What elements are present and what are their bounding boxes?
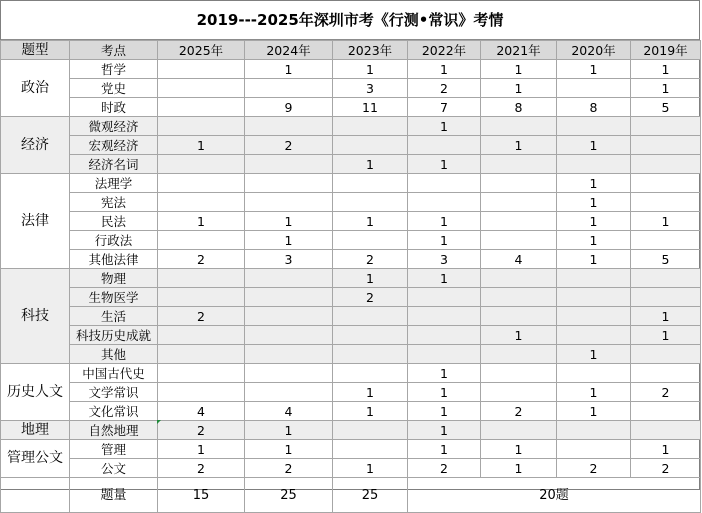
value-cell: 1: [408, 212, 481, 231]
topic-cell: 生活: [70, 307, 158, 326]
value-cell: 1: [333, 269, 408, 288]
value-cell: 1: [557, 212, 631, 231]
value-cell: 8: [557, 98, 631, 117]
value-cell: 1: [481, 440, 557, 459]
value-cell: 8: [481, 98, 557, 117]
value-cell: 2: [245, 459, 333, 478]
topic-cell: 党史: [70, 79, 158, 98]
topic-cell: 物理: [70, 269, 158, 288]
value-cell: [333, 421, 408, 440]
value-cell: 1: [481, 326, 557, 345]
value-cell: 2: [333, 250, 408, 269]
totals-label: 题量: [70, 478, 158, 513]
value-cell: [408, 307, 481, 326]
header-topic: 考点: [70, 41, 158, 60]
value-cell: [245, 174, 333, 193]
topic-cell: 生物医学: [70, 288, 158, 307]
value-cell: [557, 364, 631, 383]
value-cell: [631, 402, 701, 421]
value-cell: [333, 364, 408, 383]
value-cell: 1: [481, 60, 557, 79]
value-cell: 1: [557, 231, 631, 250]
value-cell: 1: [557, 383, 631, 402]
value-cell: 1: [408, 231, 481, 250]
value-cell: [245, 79, 333, 98]
value-cell: 1: [408, 155, 481, 174]
value-cell: 1: [158, 440, 245, 459]
value-cell: 1: [631, 440, 701, 459]
value-cell: 2: [631, 383, 701, 402]
table-row: [1, 117, 701, 136]
value-cell: [408, 345, 481, 364]
value-cell: [333, 307, 408, 326]
value-cell: [481, 345, 557, 364]
value-cell: [481, 193, 557, 212]
value-cell: [631, 269, 701, 288]
header-year: 2025年: [158, 41, 245, 60]
table-row: [1, 459, 701, 478]
value-cell: [557, 117, 631, 136]
exam-stats-table: [0, 40, 701, 513]
topic-cell: 宏观经济: [70, 136, 158, 155]
value-cell: [481, 421, 557, 440]
value-cell: 1: [631, 307, 701, 326]
value-cell: [333, 174, 408, 193]
header-year: 2021年: [481, 41, 557, 60]
value-cell: 1: [408, 383, 481, 402]
value-cell: [245, 269, 333, 288]
value-cell: 1: [158, 136, 245, 155]
value-cell: [245, 364, 333, 383]
value-cell: [631, 231, 701, 250]
value-cell: [245, 326, 333, 345]
topic-cell: 文学常识: [70, 383, 158, 402]
totals-value: 15: [158, 478, 245, 513]
sheet-title: 2019---2025年深圳市考《行测•常识》考情: [1, 1, 699, 40]
value-cell: 1: [481, 459, 557, 478]
value-cell: [158, 155, 245, 174]
topic-cell: 法理学: [70, 174, 158, 193]
value-cell: 1: [333, 60, 408, 79]
category-cell: 法律: [1, 174, 70, 269]
value-cell: [481, 383, 557, 402]
table-row: [1, 212, 701, 231]
value-cell: 11: [333, 98, 408, 117]
value-cell: [631, 345, 701, 364]
topic-cell: 微观经济: [70, 117, 158, 136]
value-cell: 2: [408, 79, 481, 98]
topic-cell: 中国古代史: [70, 364, 158, 383]
value-cell: 1: [408, 269, 481, 288]
value-cell: 1: [245, 60, 333, 79]
value-cell: [631, 136, 701, 155]
value-cell: 1: [557, 174, 631, 193]
value-cell: [333, 440, 408, 459]
value-cell: [631, 174, 701, 193]
value-cell: 2: [631, 459, 701, 478]
value-cell: 7: [408, 98, 481, 117]
value-cell: [158, 60, 245, 79]
value-cell: 1: [557, 60, 631, 79]
value-cell: 1: [481, 79, 557, 98]
table-row: [1, 364, 701, 383]
table-row: [1, 307, 701, 326]
totals-value: 25: [333, 478, 408, 513]
category-cell: 历史人文: [1, 364, 70, 421]
category-cell: 管理公文: [1, 440, 70, 478]
value-cell: [557, 440, 631, 459]
value-cell: 1: [631, 60, 701, 79]
value-cell: [158, 193, 245, 212]
value-cell: [333, 231, 408, 250]
value-cell: 1: [245, 440, 333, 459]
header-year: 2020年: [557, 41, 631, 60]
value-cell: 5: [631, 98, 701, 117]
value-cell: [631, 364, 701, 383]
table-row: [1, 174, 701, 193]
value-cell: [631, 117, 701, 136]
value-cell: 2: [557, 459, 631, 478]
value-cell: [158, 345, 245, 364]
value-cell: [245, 193, 333, 212]
table-row: [1, 98, 701, 117]
value-cell: [631, 193, 701, 212]
value-cell: 1: [408, 60, 481, 79]
value-cell: [245, 307, 333, 326]
value-cell: 1: [557, 193, 631, 212]
value-cell: [631, 288, 701, 307]
table-row: [1, 383, 701, 402]
topic-cell: 其他: [70, 345, 158, 364]
value-cell: 1: [245, 421, 333, 440]
value-cell: 3: [408, 250, 481, 269]
value-cell: 1: [557, 402, 631, 421]
value-cell: 1: [557, 136, 631, 155]
table-row: [1, 269, 701, 288]
value-cell: [158, 79, 245, 98]
topic-cell: 经济名词: [70, 155, 158, 174]
value-cell: [245, 155, 333, 174]
value-cell: 1: [557, 250, 631, 269]
value-cell: 3: [333, 79, 408, 98]
value-cell: [557, 79, 631, 98]
topic-cell: 宪法: [70, 193, 158, 212]
value-cell: 2: [158, 421, 245, 440]
value-cell: 2: [158, 459, 245, 478]
value-cell: [631, 421, 701, 440]
value-cell: 5: [631, 250, 701, 269]
value-cell: [481, 288, 557, 307]
value-cell: [481, 212, 557, 231]
value-cell: 1: [631, 326, 701, 345]
value-cell: [557, 421, 631, 440]
table-row: [1, 288, 701, 307]
header-year: 2024年: [245, 41, 333, 60]
value-cell: 1: [408, 440, 481, 459]
value-cell: 2: [158, 250, 245, 269]
value-cell: [158, 326, 245, 345]
value-cell: 9: [245, 98, 333, 117]
value-cell: 1: [408, 364, 481, 383]
value-cell: [481, 231, 557, 250]
value-cell: 1: [631, 79, 701, 98]
totals-value: 25: [245, 478, 333, 513]
value-cell: 1: [245, 212, 333, 231]
table-row: [1, 402, 701, 421]
table-row: [1, 136, 701, 155]
category-cell: 经济: [1, 117, 70, 174]
value-cell: [158, 98, 245, 117]
topic-cell: 自然地理: [70, 421, 158, 440]
topic-cell: 其他法律: [70, 250, 158, 269]
header-year: 2022年: [408, 41, 481, 60]
topic-cell: 民法: [70, 212, 158, 231]
value-cell: [481, 307, 557, 326]
topic-cell: 文化常识: [70, 402, 158, 421]
value-cell: [557, 269, 631, 288]
value-cell: 4: [245, 402, 333, 421]
table-row: [1, 440, 701, 459]
value-cell: [408, 326, 481, 345]
value-cell: [481, 364, 557, 383]
value-cell: 2: [245, 136, 333, 155]
value-cell: [481, 155, 557, 174]
table-row: [1, 79, 701, 98]
value-cell: 2: [408, 459, 481, 478]
value-cell: 1: [408, 117, 481, 136]
value-cell: [245, 288, 333, 307]
table-row: [1, 155, 701, 174]
value-cell: [557, 307, 631, 326]
value-cell: 4: [158, 402, 245, 421]
value-cell: [481, 117, 557, 136]
cell-comment-marker-icon: [157, 420, 161, 424]
value-cell: [245, 345, 333, 364]
value-cell: [158, 269, 245, 288]
value-cell: 2: [481, 402, 557, 421]
value-cell: [557, 326, 631, 345]
value-cell: [408, 193, 481, 212]
value-cell: [333, 345, 408, 364]
value-cell: 1: [158, 212, 245, 231]
topic-cell: 行政法: [70, 231, 158, 250]
value-cell: 1: [333, 402, 408, 421]
value-cell: [631, 155, 701, 174]
value-cell: 1: [631, 212, 701, 231]
value-cell: [408, 136, 481, 155]
value-cell: [557, 288, 631, 307]
table-row: [1, 250, 701, 269]
value-cell: 1: [481, 136, 557, 155]
totals-empty-cell: [1, 478, 70, 513]
table-row: [1, 326, 701, 345]
topic-cell: 时政: [70, 98, 158, 117]
table-row: [1, 421, 701, 440]
value-cell: 1: [333, 383, 408, 402]
table-row: [1, 60, 701, 79]
value-cell: [333, 136, 408, 155]
totals-row: [1, 478, 701, 513]
topic-cell: 哲学: [70, 60, 158, 79]
value-cell: 1: [333, 155, 408, 174]
category-cell: 地理: [1, 421, 70, 440]
value-cell: [158, 364, 245, 383]
topic-cell: 管理: [70, 440, 158, 459]
category-cell: 科技: [1, 269, 70, 364]
topic-cell: 公文: [70, 459, 158, 478]
value-cell: [557, 155, 631, 174]
category-cell: 政治: [1, 60, 70, 117]
value-cell: [408, 174, 481, 193]
value-cell: [158, 117, 245, 136]
table-row: [1, 231, 701, 250]
value-cell: 1: [245, 231, 333, 250]
value-cell: 1: [408, 402, 481, 421]
value-cell: [333, 193, 408, 212]
value-cell: [481, 269, 557, 288]
value-cell: 2: [158, 307, 245, 326]
value-cell: [158, 231, 245, 250]
value-cell: 1: [557, 345, 631, 364]
value-cell: 4: [481, 250, 557, 269]
header-category: 题型: [1, 41, 70, 60]
topic-cell: 科技历史成就: [70, 326, 158, 345]
header-row: [1, 41, 701, 60]
table-row: [1, 345, 701, 364]
value-cell: [333, 117, 408, 136]
value-cell: 1: [408, 421, 481, 440]
value-cell: [158, 383, 245, 402]
header-year: 2019年: [631, 41, 701, 60]
totals-value: 20题: [408, 478, 701, 513]
value-cell: [158, 174, 245, 193]
value-cell: [245, 383, 333, 402]
value-cell: [245, 117, 333, 136]
value-cell: [408, 288, 481, 307]
value-cell: 2: [333, 288, 408, 307]
value-cell: [481, 174, 557, 193]
value-cell: 1: [333, 212, 408, 231]
value-cell: [158, 288, 245, 307]
value-cell: [333, 326, 408, 345]
value-cell: 1: [333, 459, 408, 478]
value-cell: 3: [245, 250, 333, 269]
table-row: [1, 193, 701, 212]
header-year: 2023年: [333, 41, 408, 60]
